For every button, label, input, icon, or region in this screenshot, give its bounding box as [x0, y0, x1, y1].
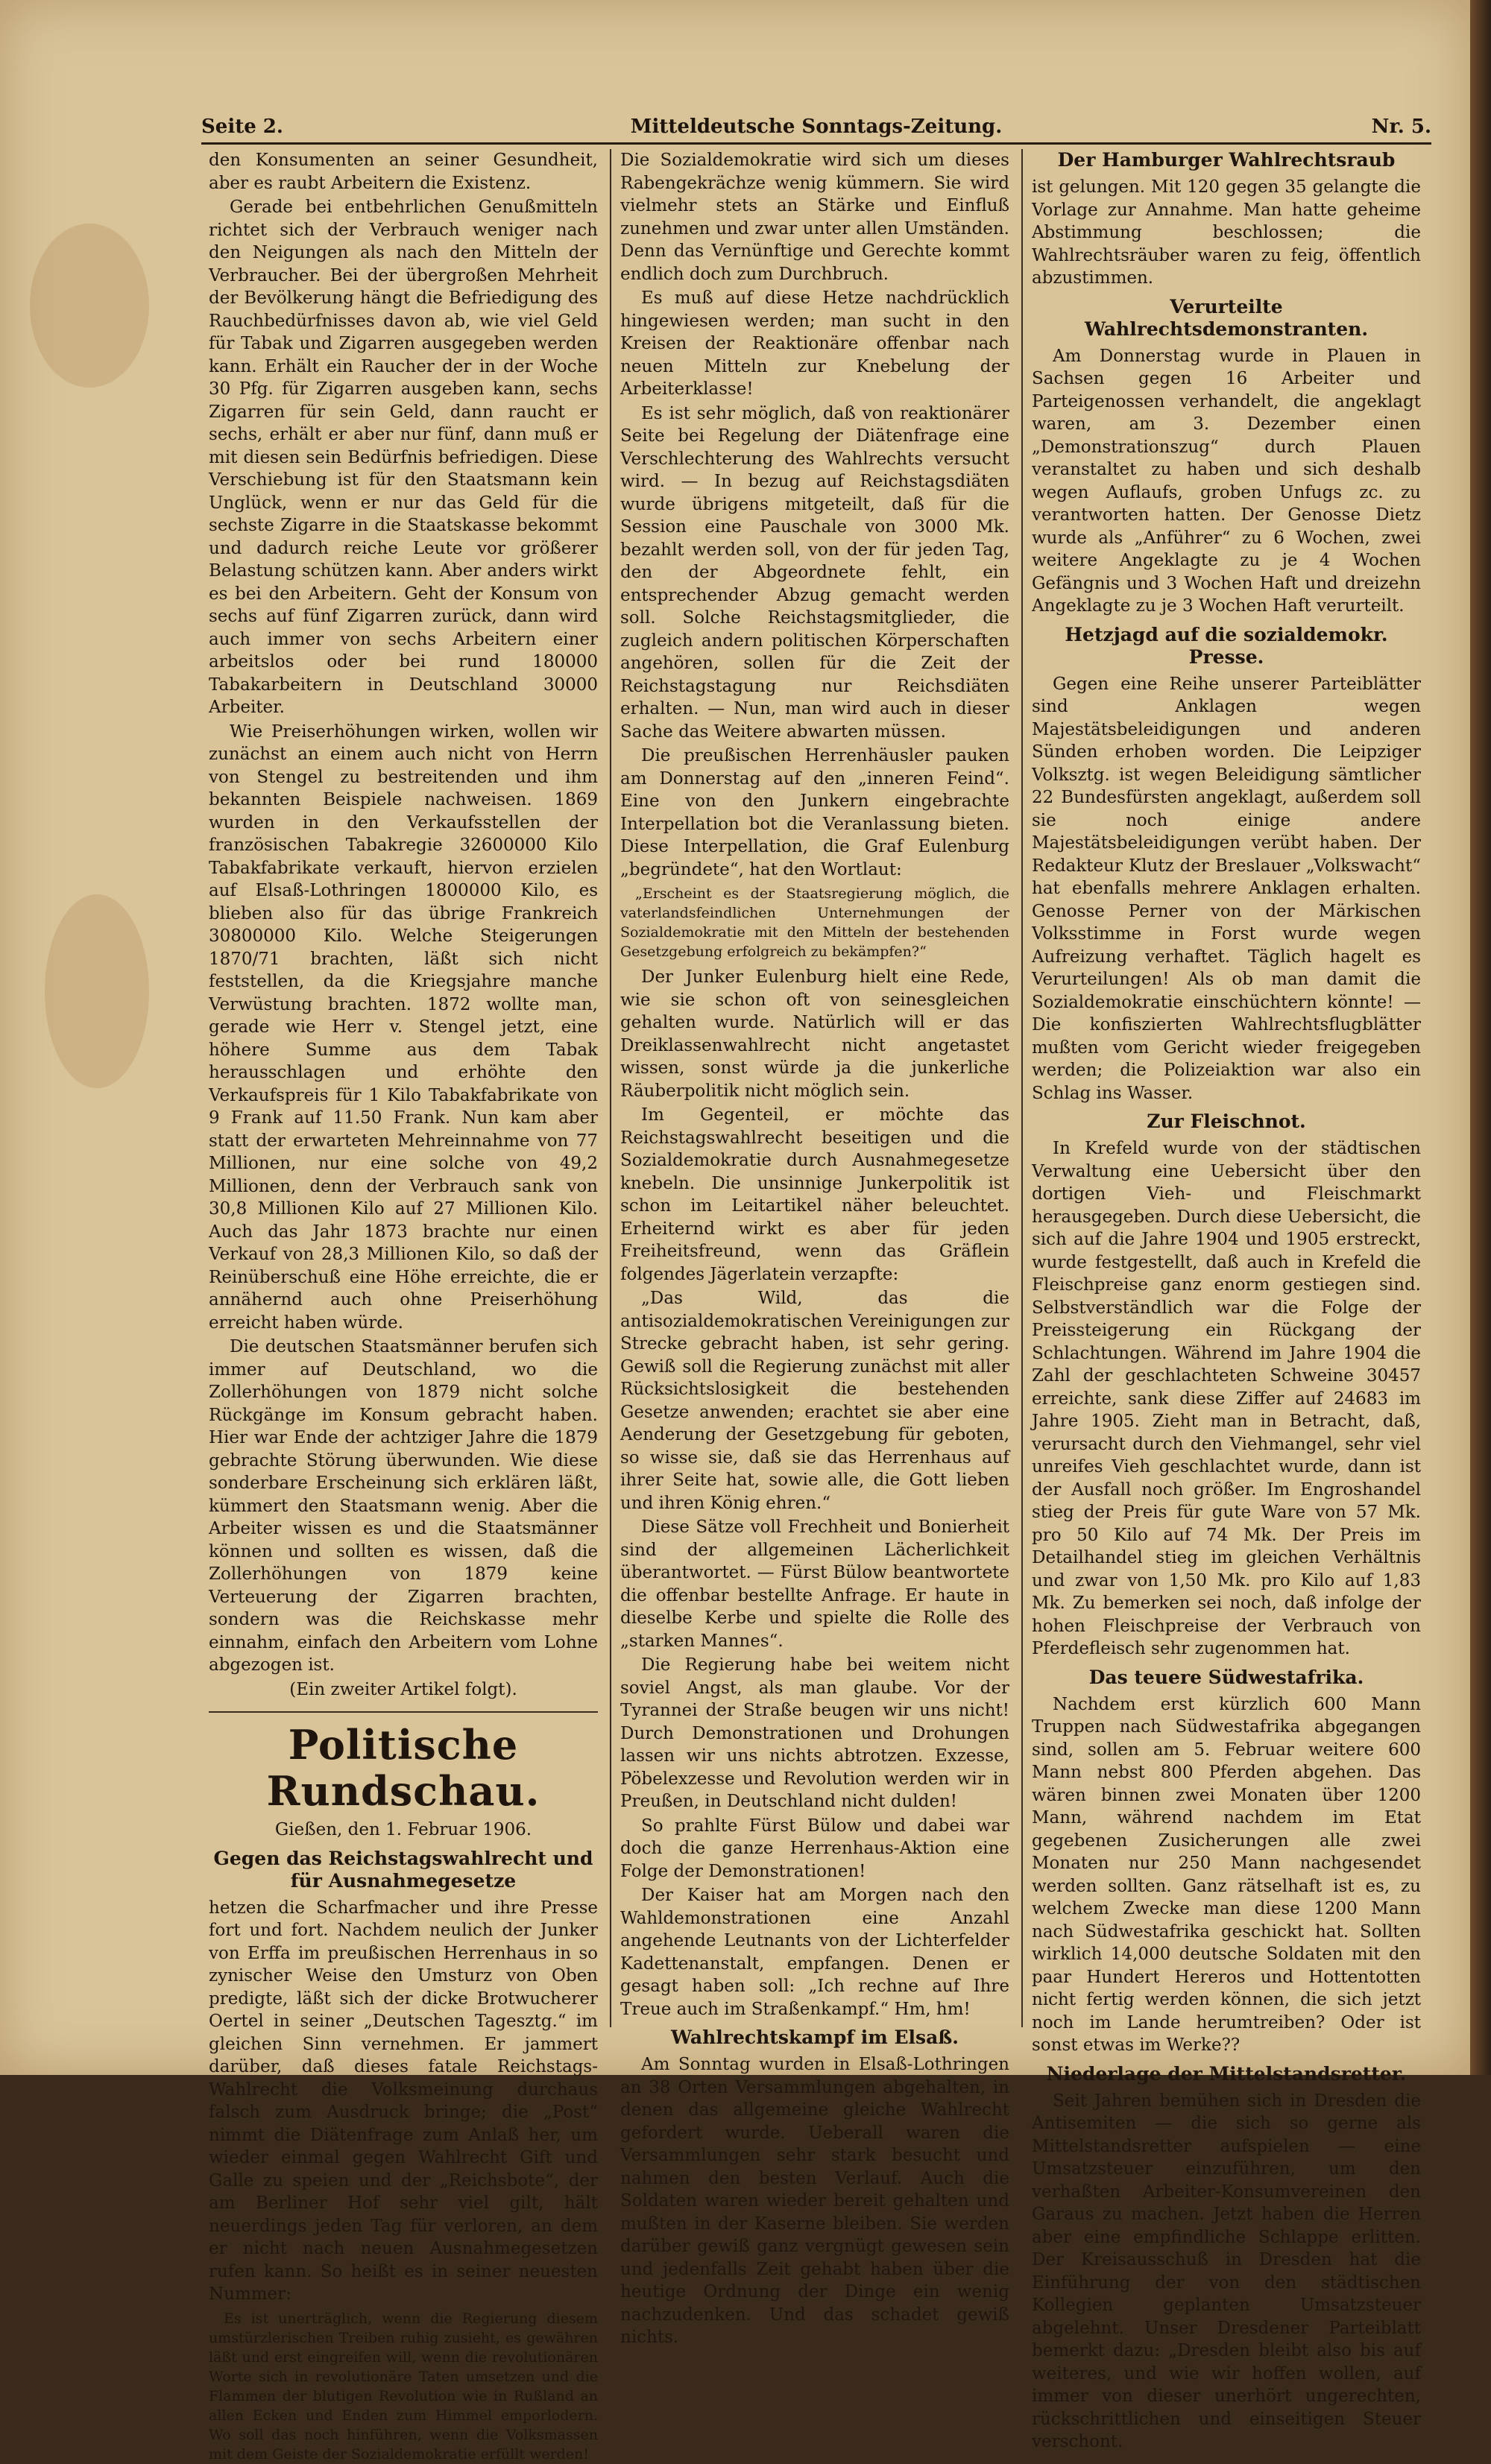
article-paragraph: hetzen die Scharfmacher und ihre Presse fort und fort. Nachdem neulich der Junker von Erffa im preußischen Herrenhaus in so zynischer Weise den Umsturz von Oben predigte, läßt sich der dicke Brotwucherer Oertel in seiner „Deutschen Tagesztg.“ im gleichen Sinn vernehmen. Er jammert darüber, daß dieses fatale Reichstags-Wahlrecht die Volksmeinung durchaus falsch zum Ausdruck bringe; die „Post“ nimmt die Diätenfrage zum Anlaß her, um wieder einmal gegen Wahlrecht Gift und Galle zu speien und der „Reichsbote“, der am Berliner Hof sehr viel gilt, hält neuerdings jeden Tag für verloren, an dem er nicht nach neuen Ausnahmegesetzen rufen kann. So heißt es in seiner neuesten Nummer:: [209, 1898, 598, 2304]
article-paragraph: Wie Preiserhöhungen wirken, wollen wir zunächst an einem auch nicht von Herrn von Stengel zu bestreitenden und ihm bekannten Beispiele nachweisen. 1869 wurden in den Verkaufsstellen der französischen Tabakregie 32600000 Kilo Tabakfabrikate verkauft, hiervon erzielen auf Elsaß-Lothringen 1800000 Kilo, es blieben also für das übrige Frankreich 30800000 Kilo. Welche Steigerungen 1870/71 brachten, läßt sich nicht feststellen, da die Kriegsjahre manche Verwüstung brachten. 1872 wollte man, gerade wie Herr v. Stengel jetzt, eine höhere Summe aus dem Tabak herausschlagen und erhöhte den Verkaufspreis für 1 Kilo Tabakfabrikate von 9 Frank auf 11.50 Frank. Nun kam aber statt der erwarteten Mehreinnahme von 77 Millionen, nur eine solche von 49,2 Millionen, denn der Verbrauch sank von 30,8 Millionen Kilo auf 27 Millionen Kilo. Auch das Jahr 1873 brachte nur einen Verkauf von 28,3 Millionen Kilo, so daß der Reinüberschuß eine Höhe erreichte, die er annähernd auch ohne Preiserhöhung erreicht haben würde.: [209, 721, 598, 1333]
article-paragraph: Die deutschen Staatsmänner berufen sich immer auf Deutschland, wo die Zollerhöhungen von 1879 nicht solche Rückgänge im Konsum gebracht haben. Hier war Ende der achtziger Jahre die 1879 gebrachte Störung überwunden. Wie diese sonderbare Erscheinung sich erklären läßt, kümmert den Staatsmann wenig. Aber die Arbeiter wissen es und die Staatsmänner können und sollten es wissen, daß die Zollerhöhungen von 1879 keine Verteuerung der Zigarren brachten, sondern was die Reichskasse mehr einnahm, einfach den Arbeitern vom Lohne abgezogen ist.: [209, 1337, 598, 1675]
article-paragraph: Es muß auf diese Hetze nachdrücklich hingewiesen werden; man sucht in den Kreisen der Reaktionäre offenbar nach neuen Mitteln zur Knebelung der Arbeiterklasse!: [620, 288, 1009, 399]
article-paragraph: Der Junker Eulenburg hielt eine Rede, wie sie schon oft von seinesgleichen gehalten wurde. Natürlich will er das Dreiklassenwahlrecht nicht angetastet wissen, sonst würde ja die junkerliche Räuberpolitik nicht möglich sein.: [620, 967, 1009, 1101]
article-continuation-note: (Ein zweiter Artikel folgt).: [289, 1679, 517, 1699]
article-paragraph: So prahlte Fürst Bülow und dabei war doch die ganze Herrenhaus-Aktion eine Folge der Demonstrationen!: [620, 1816, 1009, 1881]
article-paragraph: ist gelungen. Mit 120 gegen 35 gelangte die Vorlage zur Annahme. Man hatte geheime Abstimmung beschlossen; die Wahlrechtsräuber waren zu feig, öffentlich abzustimmen.: [1032, 177, 1421, 288]
article-paragraph: Gerade bei entbehrlichen Genußmitteln richtet sich der Verbrauch weniger nach den Neigungen als nach den Mitteln der Verbraucher. Bei der übergroßen Mehrheit der Bevölkerung hängt die Befriedigung des Rauchbedürfnisses davon ab, wie viel Geld für Tabak und Zigarren ausgegeben werden kann. Erhält ein Raucher der in der Woche 30 Pfg. für Zigarren ausgeben kann, sechs Zigarren für sein Geld, dann raucht er sechs, erhält er aber nur fünf, dann muß er mit diesen sein Bedürfnis befriedigen. Diese Verschiebung ist für den Staatsmann kein Unglück, wenn er nur das Geld für die sechste Zigarre in die Staatskasse bekommt und dadurch reiche Leute vor größerer Belastung schützen kann. Aber anders wirkt es bei den Arbeitern. Geht der Konsum von sechs auf fünf Zigarren zurück, dann wird auch immer von sechs Arbeitern einer arbeitslos oder bei rund 180000 Tabakarbeitern in Deutschland 30000 Arbeiter.: [209, 198, 598, 717]
article-heading: Hetzjagd auf die sozialdemokr. Presse.: [1065, 623, 1388, 668]
page-number: Seite 2.: [201, 116, 283, 138]
paper-stain: [45, 894, 149, 1088]
column-rule: [610, 149, 611, 2027]
article-paragraph: Es ist sehr möglich, daß von reaktionärer Seite bei Regelung der Diätenfrage eine Verschlechterung des Wahlrechts versucht wird. — In bezug auf Reichstagsdiäten wurde übrigens mitgeteilt, daß für die Session eine Pauschale von 3000 Mk. bezahlt werden soll, von der für jeden Tag, den der Abgeordnete fehlt, ein entsprechender Abzug gemacht werden soll. Solche Reichstagsmitglieder, die zugleich andern politischen Körperschaften angehören, sollen für die Zeit der Reichstagstagung nur Reichsdiäten erhalten. — Nun, man wird auch in dieser Sache das Weitere abwarten müssen.: [620, 403, 1009, 742]
article-heading: Niederlage der Mittelstandsretter.: [1046, 2062, 1407, 2085]
article-paragraph: In Krefeld wurde von der städtischen Verwaltung eine Uebersicht über den dortigen Vieh- und Fleischmarkt herausgegeben. Durch diese Uebersicht, die sich auf die Jahre 1904 und 1905 erstreckt, wurde festgestellt, daß auch in Krefeld die Fleischpreise ganz enorm gestiegen sind. Selbstverständlich war die Folge der Preissteigerung ein Rückgang der Schlachtungen. Während im Jahre 1904 die Zahl der geschlachteten Schweine 30457 erreichte, sank diese Ziffer auf 24683 im Jahre 1905. Zieht man in Betracht, daß, verursacht durch den Viehmangel, sehr viel unreifes Vieh geschlachtet wurde, dann ist der Ausfall noch größer. Im Engroshandel stieg der Preis für gute Ware von 57 Mk. pro 50 Kilo auf 74 Mk. Der Preis im Detailhandel stieg im gleichen Verhältnis und zwar von 1,50 Mk. pro Kilo auf 1,83 Mk. Zu bemerken sei noch, daß infolge der hohen Fleischpreise der Verbrauch von Pferdefleisch sehr zugenommen hat.: [1032, 1139, 1421, 1658]
article-heading: Der Hamburger Wahlrechtsraub: [1057, 149, 1396, 171]
article-heading: Verurteilte Wahlrechtsdemonstranten.: [1084, 295, 1369, 340]
column-2: [620, 149, 1009, 2347]
article-quote: „Erscheint es der Staatsregierung möglich, die vaterlandsfeindlichen Unternehmungen der Sozialdemokratie mit den Mitteln der bestehenden Gesetzgebung erfolgreich zu bekämpfen?“: [620, 885, 1009, 960]
book-binding: [1470, 0, 1491, 2075]
article-paragraph: Seit Jahren bemühen sich in Dresden die Antisemiten — die sich so gerne als Mittelstandsretter aufspielen — eine Umsatzsteuer einzuführen, um den verhaßten Arbeiter-Konsumvereinen den Garaus zu machen. Jetzt haben die Herren aber eine empfindliche Schlappe erlitten. Der Kreisausschuß in Dresden hat die Einführung der von den städtischen Kollegien geplanten Umsatzsteuer abgelehnt. Unser Dresdener Parteiblatt bemerkt dazu: „Dresden bleibt also bis auf weiteres, und wie wir hoffen wollen, auf immer von dieser unerhört ungerechten, rückschrittlichen und einseitigen Steuer verschont.: [1032, 2091, 1421, 2451]
article-paragraph: Im Gegenteil, er möchte das Reichstagswahlrecht beseitigen und die Sozialdemokratie durch Ausnahmegesetze knebeln. Die unsinnige Junkerpolitik ist schon im Leitartikel näher beleuchtet. Erheiternd wirkt es aber für jeden Freiheitsfreund, wenn das Gräflein folgendes Jägerlatein verzapfte:: [620, 1105, 1009, 1284]
article-heading: Wahlrechtskampf im Elsaß.: [671, 2027, 959, 2048]
article-quote: Es ist unerträglich, wenn die Regierung diesem umstürzlerischen Treiben ruhig zusieht, es gewähren läßt und erst eingreifen will, wenn die revolutionären Worte sich in revolutionäre Taten umsetzen und die Flammen der blutigen Revolution wie in Rußland an allen Ecken und Enden zum Himmel emporlodern. Wo soll das noch hinführen, wenn die Volksmassen mit dem Geiste der Sozialdemokratie erfüllt werden!: [209, 2310, 598, 2463]
article-paragraph: Die Sozialdemokratie wird sich um dieses Rabengekrächze wenig kümmern. Sie wird vielmehr stets an Stärke und Einfluß zunehmen und zwar unter allen Umständen. Denn das Vernünftige und Gerechte kommt endlich doch zum Durchbruch.: [620, 151, 1009, 284]
article-heading: Das teuere Südwestafrika.: [1088, 1666, 1364, 1688]
column-rule: [1021, 149, 1023, 2027]
column-3: [1032, 149, 1421, 2451]
article-paragraph: Die Regierung habe bei weitem nicht soviel Angst, als man glaube. Vor der Tyrannei der Straße beugen wir uns nicht! Durch Demonstrationen und Drohungen lassen wir uns nichts abtrotzen. Exzesse, Pöbelexzesse und Revolution werden wir in Preußen, in Deutschland nicht dulden!: [620, 1655, 1009, 1811]
article-heading: Gegen das Reichstagswahlrecht und für Ausnahmegesetze: [213, 1847, 593, 1892]
article-paragraph: Am Sonntag wurden in Elsaß-Lothringen an 38 Orten Versammlungen abgehalten, in denen das allgemeine gleiche Wahlrecht gefordert wurde. Ueberall waren die Versammlungen sehr stark besucht und nahmen den besten Verlauf. Auch die Soldaten waren wieder bereit gehalten und mußten in der Kaserne bleiben. Sie werden darüber gewiß ganz vergnügt gewesen sein und jedenfalls Zeit gehabt haben über die heutige Ordnung der Dinge ein wenig nachzudenken. Und das schadet gewiß nichts.: [620, 2055, 1009, 2347]
article-paragraph: Am Donnerstag wurde in Plauen in Sachsen gegen 16 Arbeiter und Parteigenossen verhandelt, die angeklagt waren, am 3. Dezember einen „Demonstrationszug“ durch Plauen veranstaltet zu haben und sich deshalb wegen Auflaufs, groben Unfugs zc. zu verantworten hatten. Der Genosse Dietz wurde als „Anführer“ zu 6 Wochen, zwei weitere Angeklagte zu je 4 Wochen Gefängnis und 3 Wochen Haft und dreizehn Angeklagte zu je 3 Wochen Haft verurteilt.: [1032, 346, 1421, 616]
dateline: Gießen, den 1. Februar 1906.: [274, 1820, 532, 1839]
article-paragraph: Gegen eine Reihe unserer Parteiblätter sind Anklagen wegen Majestätsbeleidigungen und anderen Sünden erhoben worden. Die Leipziger Volksztg. ist wegen Beleidigung sämtlicher 22 Bundesfürsten angeklagt, außerdem soll sie noch einige andere Majestätsbeleidigungen verübt haben. Der Redakteur Klutz der Breslauer „Volkswacht“ hat ebenfalls mehrere Anklagen erhalten. Genosse Perner von der Märkischen Volksstimme in Forst wurde wegen Aufreizung verhaftet. Täglich hagelt es Verurteilungen! Als ob man damit die Sozialdemokratie einschüchtern könnte! — Die konfiszierten Wahlrechtsflugblätter mußten vom Gericht wieder freigegeben werden; die Polizeiaktion war also ein Schlag ins Wasser.: [1032, 674, 1421, 1103]
article-paragraph: Diese Sätze voll Frechheit und Bonierheit sind der allgemeinen Lächerlichkeit überantwortet. — Fürst Bülow beantwortete die offenbar bestellte Anfrage. Er haute in dieselbe Kerbe und spielte die Rolle des „starken Mannes“.: [620, 1517, 1009, 1651]
article-paragraph: Nachdem erst kürzlich 600 Mann Truppen nach Südwestafrika abgegangen sind, sollen am 5. Februar weitere 600 Mann nebst 800 Pferden abgehen. Das wären binnen zwei Monaten über 1200 Mann, während nachdem im Etat gegebenen Zusicherungen alle zwei Monaten nur 250 Mann nachgesendet werden sollten. Ganz rätselhaft ist es, zu welchem Zwecke man diese 1200 Mann nach Südwestafrika geschickt hat. Sollten wirklich 14,000 deutsche Soldaten mit den paar Hundert Hereros und Hottentotten nicht fertig werden können, die sich jetzt noch im Lande herumtreiben? Oder ist sonst etwas im Werke??: [1032, 1694, 1421, 2055]
section-title: Politische Rundschau.: [209, 1711, 598, 1814]
article-paragraph: Die preußischen Herrenhäusler pauken am Donnerstag auf den „inneren Feind“. Eine von den Junkern eingebrachte Interpellation bot die Veranlassung bieten. Diese Interpellation, die Graf Eulenburg „begründete“, hat den Wortlaut:: [620, 746, 1009, 879]
article-paragraph: „Das Wild, das die antisozialdemokratischen Vereinigungen zur Strecke gebracht haben, ist sehr gering. Gewiß soll die Regierung zunächst mit aller Rücksichtslosigkeit die bestehenden Gesetze anwenden; erachtet sie aber eine Aenderung der Gesetzgebung für geboten, so wisse sie, daß sie das Herrenhaus auf ihrer Seite hat, sowie alle, die Gott lieben und ihren König ehren.“: [620, 1289, 1009, 1513]
column-1: [209, 149, 598, 2463]
newspaper-title: Mitteldeutsche Sonntags-Zeitung.: [630, 116, 1003, 138]
issue-number: Nr. 5.: [1371, 116, 1431, 138]
article-paragraph: den Konsumenten an seiner Gesundheit, aber es raubt Arbeitern die Existenz.: [209, 151, 598, 193]
article-heading: Zur Fleischnot.: [1147, 1111, 1306, 1132]
paper-stain: [30, 224, 149, 388]
article-paragraph: Der Kaiser hat am Morgen nach den Wahldemonstrationen eine Anzahl angehende Leutnants von der Lichterfelder Kadettenanstalt, empfangen. Denen er gesagt haben soll: „Ich rechne auf Ihre Treue auch im Straßenkampf.“ Hm, hm!: [620, 1886, 1009, 2019]
page-header: [201, 116, 1431, 145]
